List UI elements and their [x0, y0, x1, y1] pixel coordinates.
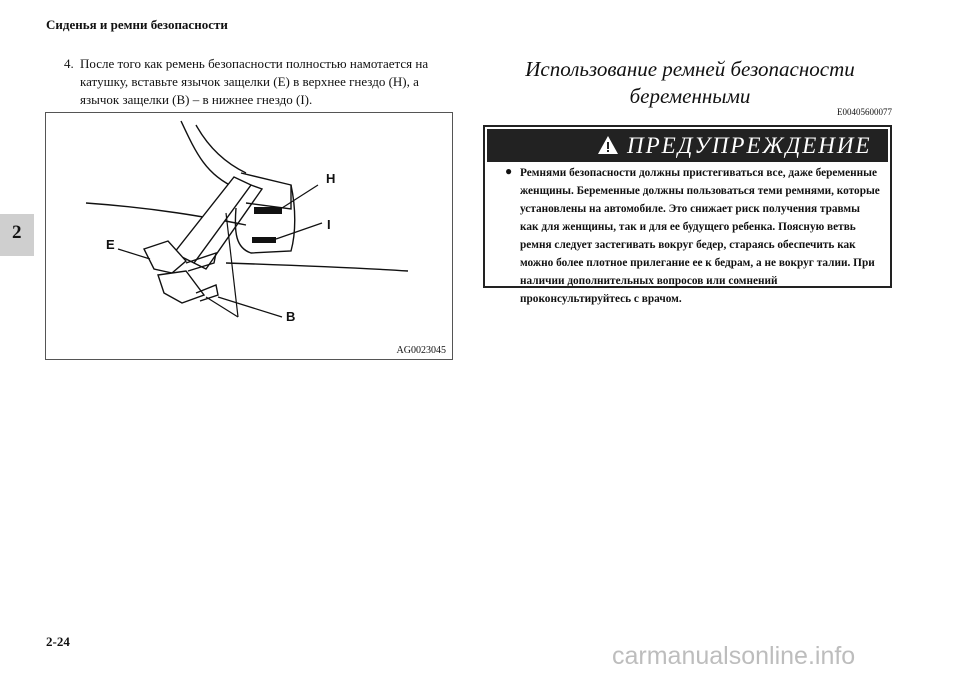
label-h: H [326, 171, 336, 186]
warning-box [483, 125, 892, 305]
label-b: B [286, 309, 296, 324]
lower-slot-i [252, 237, 276, 243]
upper-slot-h [254, 207, 282, 214]
buckle-drawing [46, 113, 452, 359]
warning-triangle-icon [597, 135, 619, 155]
label-i: I [327, 217, 331, 232]
warning-header [487, 129, 888, 162]
page-number: 2-24 [46, 634, 70, 649]
section-code: E00405600077 [837, 107, 892, 117]
section-title: Использование ремней безопасности беременными [525, 57, 855, 108]
bullet-icon: ● [505, 164, 513, 178]
page-header: Сиденья и ремни безопасности [46, 17, 228, 32]
warning-text: Ремнями безопасности должны пристегиваться все, даже беременные женщины. Беременные должны пользоваться теми ремнями, которые установлены на автомобиле. Это снижает риск получения травмы как для женщины, так и для ее будущего ребенка. Поясную ветвь ремня следует застегивать вокруг бедер, стараясь обеспечить как можно более плотное прилегание ее к бедрам, а не вокруг талии. При наличии дополнительных вопросов или сомнений проконсультируйтесь с врачом. [520, 167, 880, 305]
figure-code: AG0023045 [396, 345, 446, 356]
warning-title: ПРЕДУПРЕЖДЕНИЕ [627, 133, 872, 158]
chapter-number: 2 [12, 222, 22, 243]
step-number: 4. [64, 56, 74, 71]
step-text: После того как ремень безопасности полностью намотается на катушку, вставьте язычок защелки (E) в верхнее гнездо (H), а язычок защелки (B) – в нижнее гнездо (I). [80, 56, 429, 107]
label-e: E [106, 237, 115, 252]
seat-buckle-illustration [45, 112, 453, 360]
watermark: carmanualsonline.info [612, 642, 856, 670]
